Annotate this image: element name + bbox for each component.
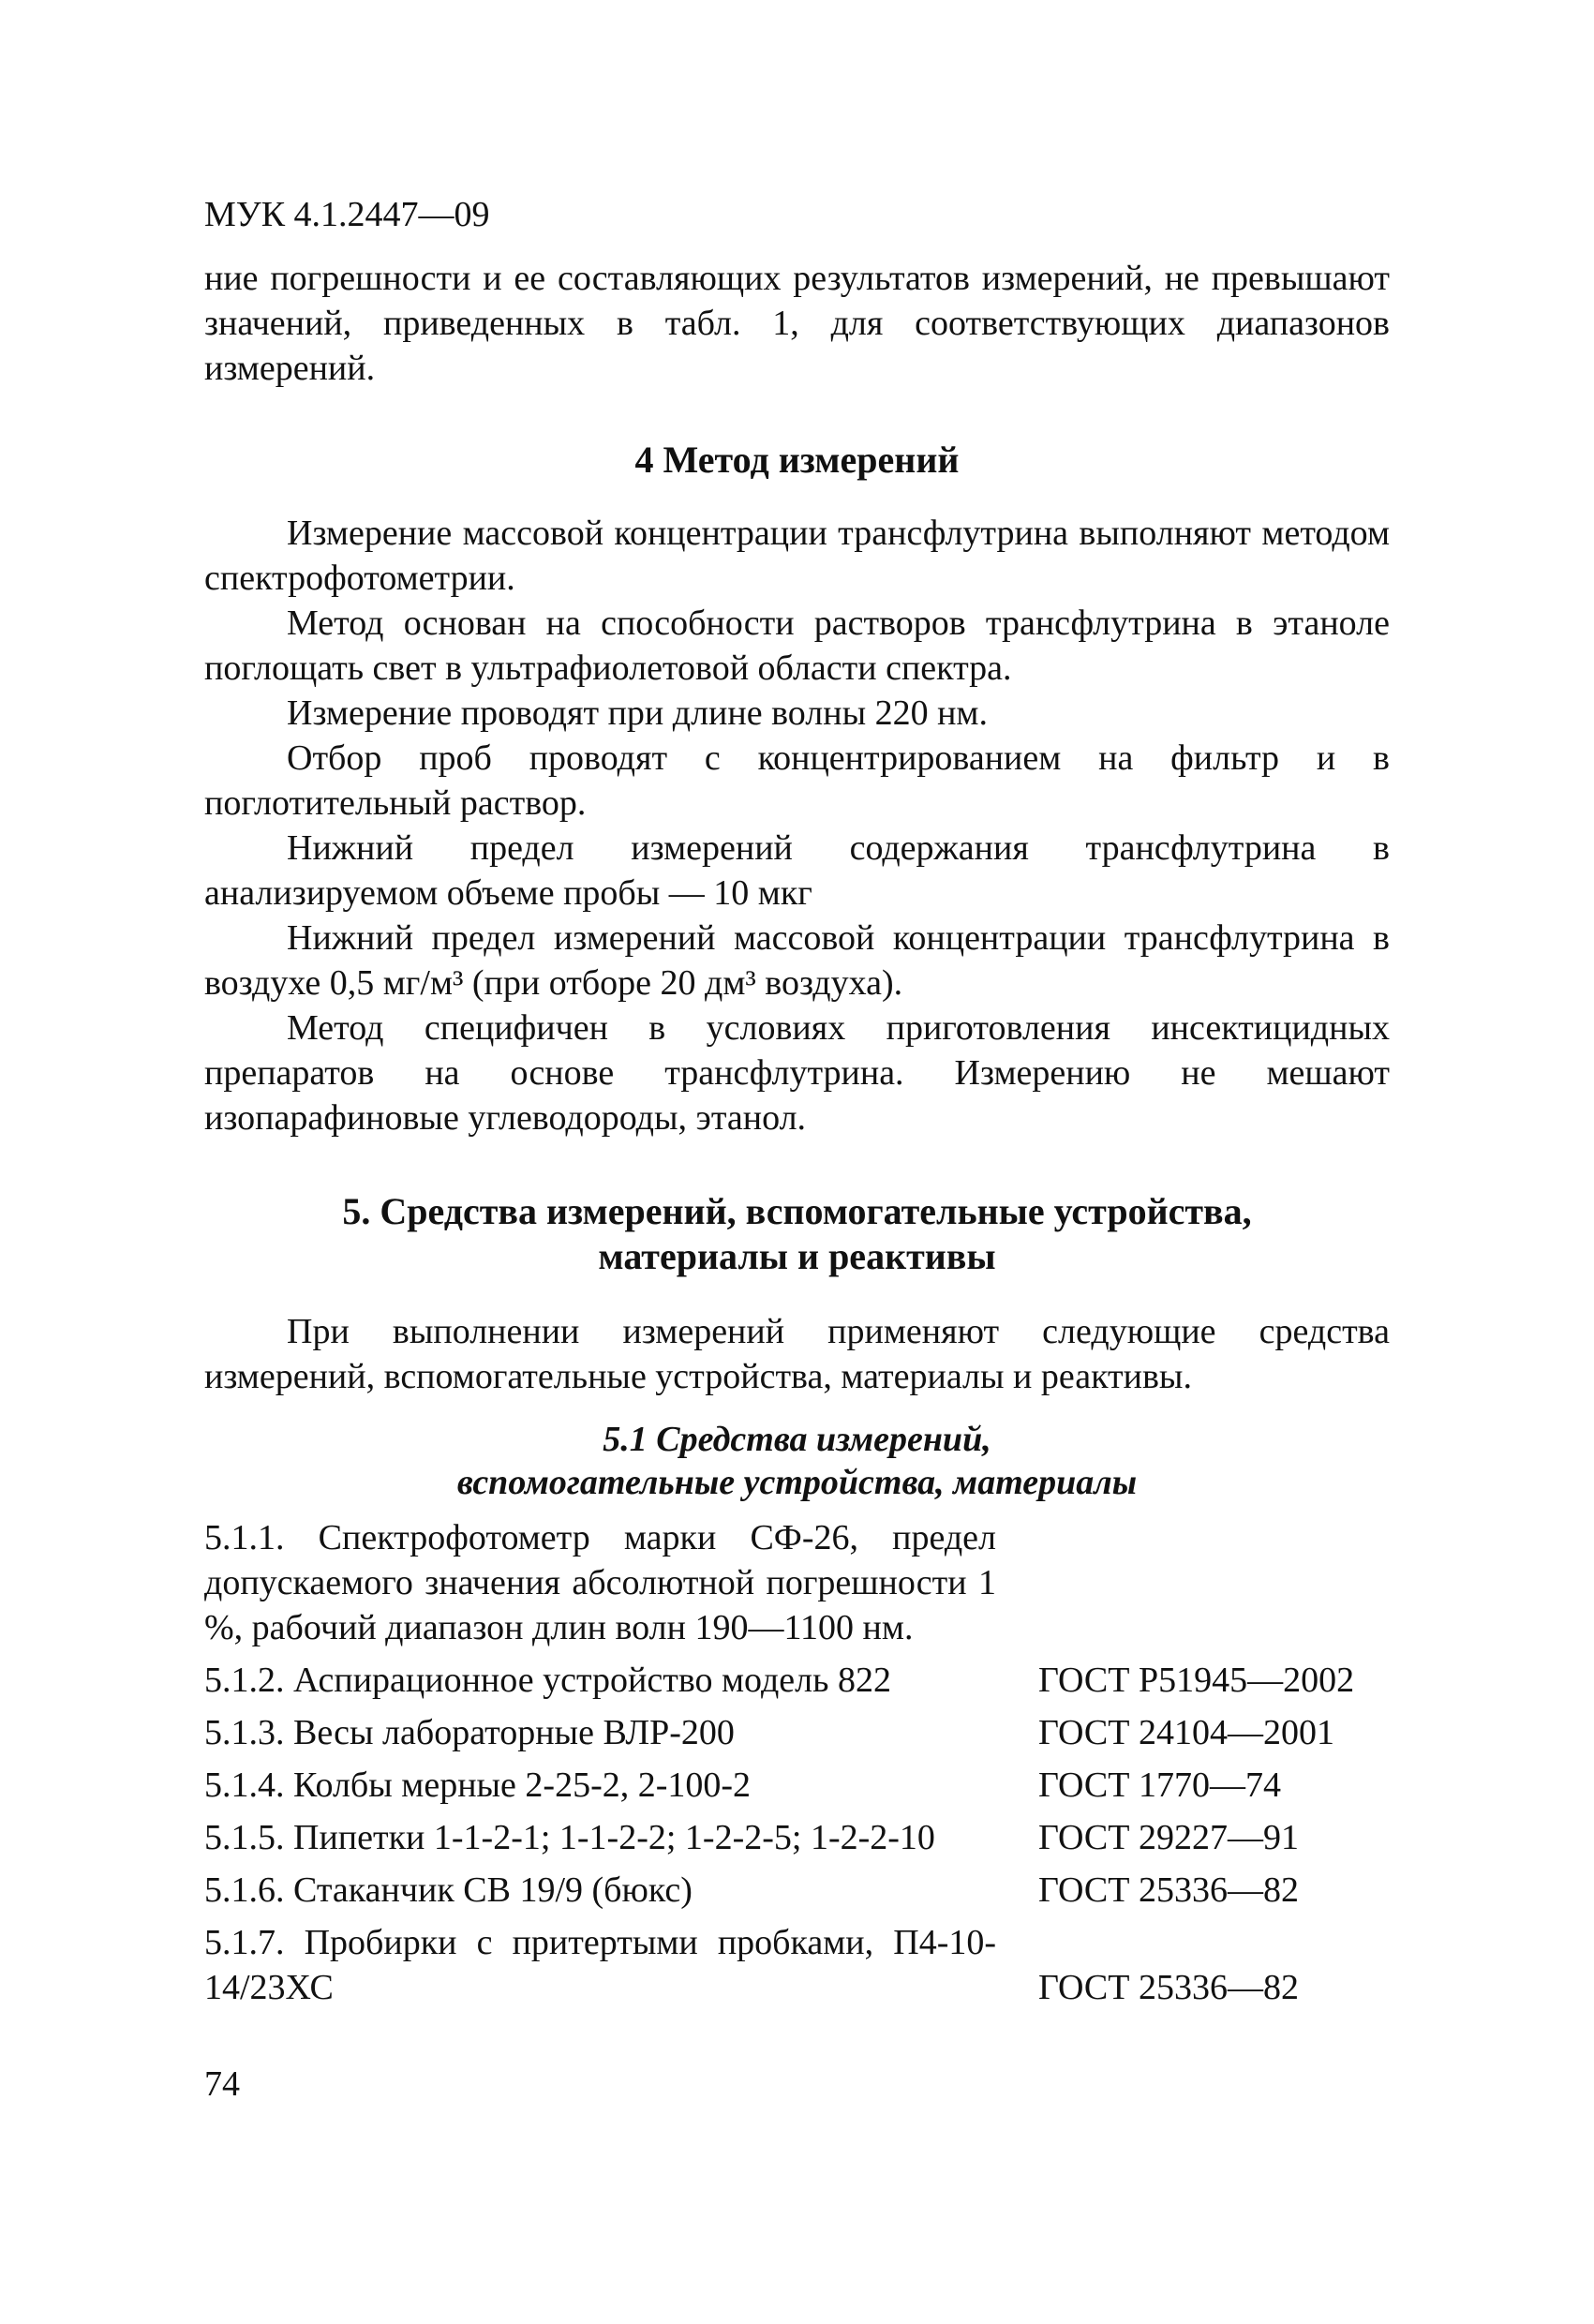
equipment-standard: ГОСТ 29227—91 bbox=[1038, 1818, 1299, 1857]
equipment-item bbox=[204, 1763, 1390, 1808]
section-4-paragraph: Метод основан на способности растворов трансфлутрина в этаноле поглощать свет в ультрафиолетовой области спектра. bbox=[204, 603, 1390, 688]
equipment-description: 5.1.3. Весы лабораторные ВЛР-200 bbox=[204, 1713, 735, 1752]
equipment-standard: ГОСТ 24104—2001 bbox=[1038, 1713, 1334, 1752]
equipment-list bbox=[204, 1515, 1390, 2010]
subsection-5-1-title-line-1: 5.1 Средства измерений, bbox=[603, 1420, 991, 1459]
equipment-item bbox=[204, 1815, 1390, 1860]
section-5-title-line-2: материалы и реактивы bbox=[598, 1235, 996, 1277]
equipment-item bbox=[204, 1710, 1390, 1755]
equipment-standard: ГОСТ 25336—82 bbox=[1038, 1870, 1299, 1910]
section-5-intro: При выполнении измерений применяют следующие средства измерений, вспомогательные устройства, материалы и реактивы. bbox=[204, 1312, 1390, 1396]
equipment-item bbox=[204, 1515, 1390, 1650]
page-content bbox=[204, 192, 1390, 2018]
page-number: 74 bbox=[204, 2064, 240, 2104]
equipment-description: 5.1.5. Пипетки 1-1-2-1; 1-1-2-2; 1-2-2-5; 1-2-2-10 bbox=[204, 1818, 935, 1857]
intro-paragraph: ние погрешности и ее составляющих результатов измерений, не превышают значений, приведенных в табл. 1, для соответствующих диапазонов измерений. bbox=[204, 259, 1390, 388]
equipment-standard: ГОСТ Р51945—2002 bbox=[1038, 1661, 1355, 1700]
subsection-5-1-title bbox=[204, 1418, 1390, 1504]
equipment-item bbox=[204, 1920, 1390, 2010]
section-4-title: 4 Метод измерений bbox=[634, 439, 960, 481]
subsection-5-1-title-line-2: вспомогательные устройства, материалы bbox=[456, 1463, 1138, 1502]
equipment-description: 5.1.6. Стаканчик СВ 19/9 (бюкс) bbox=[204, 1870, 693, 1910]
equipment-description: 5.1.2. Аспирационное устройство модель 822 bbox=[204, 1661, 891, 1700]
section-5-title bbox=[204, 1189, 1390, 1279]
section-4-paragraph: Измерение проводят при длине волны 220 нм. bbox=[287, 693, 988, 733]
equipment-standard: ГОСТ 25336—82 bbox=[1038, 1968, 1299, 2007]
section-4-paragraph: Нижний предел измерений массовой концентрации трансфлутрина в воздухе 0,5 мг/м³ (при отборе 20 дм³ воздуха). bbox=[204, 918, 1390, 1003]
equipment-description: 5.1.1. Спектрофотометр марки СФ-26, предел допускаемого значения абсолютной погрешности 1 %, рабочий диапазон длин волн 190—1100 нм. bbox=[204, 1518, 996, 1647]
equipment-description: 5.1.4. Колбы мерные 2-25-2, 2-100-2 bbox=[204, 1765, 752, 1805]
section-4-paragraph: Метод специфичен в условиях приготовления инсектицидных препаратов на основе трансфлутрина. Измерению не мешают изопарафиновые углеводороды, этанол. bbox=[204, 1008, 1390, 1138]
section-4-paragraph: Нижний предел измерений содержания трансфлутрина в анализируемом объеме пробы — 10 мкг bbox=[204, 828, 1390, 913]
equipment-item bbox=[204, 1868, 1390, 1913]
equipment-standard: ГОСТ 1770—74 bbox=[1038, 1765, 1281, 1805]
running-header: МУК 4.1.2447—09 bbox=[204, 195, 490, 234]
section-5-title-line-1: 5. Средства измерений, вспомогательные устройства, bbox=[342, 1190, 1252, 1232]
section-4-paragraph: Отбор проб проводят с концентрированием на фильтр и в поглотительный раствор. bbox=[204, 738, 1390, 823]
equipment-item bbox=[204, 1658, 1390, 1703]
equipment-description: 5.1.7. Пробирки с притертыми пробками, П4-10-14/23ХС bbox=[204, 1923, 996, 2007]
section-4-paragraph: Измерение массовой концентрации трансфлутрина выполняют методом спектрофотометрии. bbox=[204, 514, 1390, 598]
